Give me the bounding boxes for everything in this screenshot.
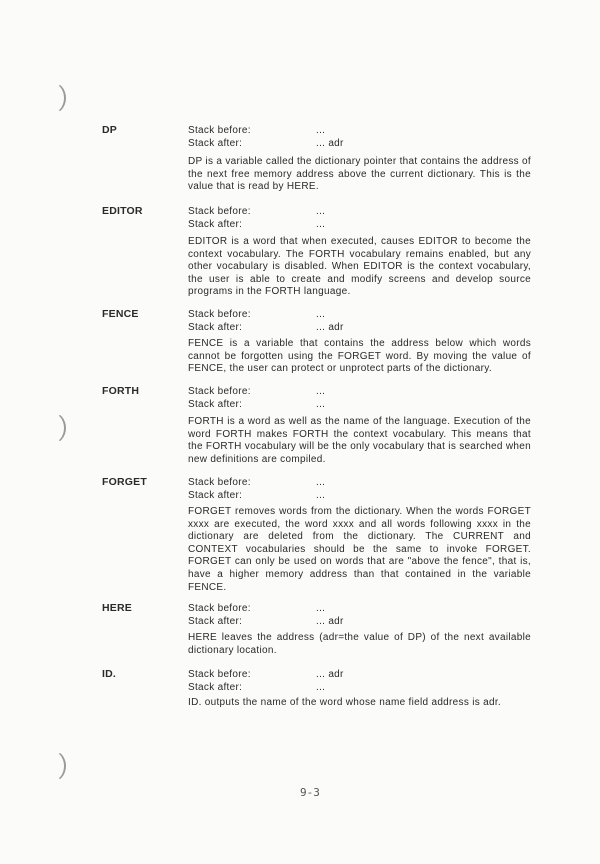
- entry-term: EDITOR: [102, 205, 143, 217]
- stack-after-label: Stack after:: [188, 490, 243, 501]
- stack-before-value: ...: [316, 206, 326, 217]
- entry-description: ID. outputs the name of the word whose name field address is adr.: [188, 697, 501, 708]
- stack-before-label: Stack before:: [188, 206, 251, 217]
- stack-after-value: ...: [316, 399, 326, 410]
- stack-before-value: ...: [316, 603, 326, 614]
- stack-after-label: Stack after:: [188, 322, 243, 333]
- entry-description: HERE leaves the address (adr=the value of DP) of the next available dictionary location.: [188, 632, 531, 656]
- stack-after-value: ...: [316, 219, 326, 230]
- entry-description: FORGET removes words from the dictionary. When the words FORGET xxxx are executed, the word xxxx and all words following xxxx in the dictionary are deleted from the dictionary. The CURRENT and CONTEXT vocabularies should be the same to invoke FORGET. FORGET can only be used on words that are "above the fence", that is, have a higher memory address than that contained in the variable FENCE.: [188, 506, 531, 593]
- stack-after-label: Stack after:: [188, 399, 243, 410]
- entry-term: HERE: [102, 602, 132, 614]
- stack-after-label: Stack after:: [188, 219, 243, 230]
- entry-description: DP is a variable called the dictionary pointer that contains the address of the next free memory address above the current dictionary. This is the value that is read by HERE.: [188, 156, 531, 193]
- stack-after-label: Stack after:: [188, 616, 243, 627]
- entry-term: DP: [102, 124, 117, 136]
- stack-before-label: Stack before:: [188, 477, 251, 488]
- stack-after-value: ...: [316, 682, 326, 693]
- stack-after-value: ... adr: [316, 322, 344, 333]
- stack-before-label: Stack before:: [188, 125, 251, 136]
- stack-after-value: ... adr: [316, 138, 344, 149]
- stack-before-label: Stack before:: [188, 309, 251, 320]
- entry-description: EDITOR is a word that when executed, causes EDITOR to become the context vocabulary. The FORTH vocabulary remains enabled, but any other vocabulary is disabled. When EDITOR is the context vocabulary, the user is able to create and modify screens and develop source programs in the FORTH language.: [188, 236, 531, 298]
- stack-before-label: Stack before:: [188, 386, 251, 397]
- stack-before-value: ... adr: [316, 669, 344, 680]
- stack-after-label: Stack after:: [188, 682, 243, 693]
- entry-term: FENCE: [102, 308, 139, 320]
- stack-before-value: ...: [316, 125, 326, 136]
- entry-term: FORGET: [102, 476, 147, 488]
- entry-term: ID.: [102, 668, 117, 680]
- stack-before-label: Stack before:: [188, 603, 251, 614]
- stack-after-label: Stack after:: [188, 138, 243, 149]
- page-number: 9-3: [300, 786, 320, 799]
- stack-before-value: ...: [316, 309, 326, 320]
- stack-before-label: Stack before:: [188, 669, 251, 680]
- punch-hole-middle: [38, 412, 66, 444]
- entry-description: FENCE is a variable that contains the address below which words cannot be forgotten using the FORGET word. By moving the value of FENCE, the user can protect or unprotect parts of the dictionary.: [188, 338, 531, 375]
- punch-hole-top: [38, 82, 66, 114]
- stack-before-value: ...: [316, 477, 326, 488]
- stack-before-value: ...: [316, 386, 326, 397]
- stack-after-value: ... adr: [316, 616, 344, 627]
- entry-description: FORTH is a word as well as the name of the language. Execution of the word FORTH makes FORTH the context vocabulary. This means that the FORTH vocabulary will be the only vocabulary that is searched when new definitions are compiled.: [188, 416, 531, 465]
- punch-hole-bottom: [38, 750, 66, 782]
- entry-term: FORTH: [102, 385, 140, 397]
- stack-after-value: ...: [316, 490, 326, 501]
